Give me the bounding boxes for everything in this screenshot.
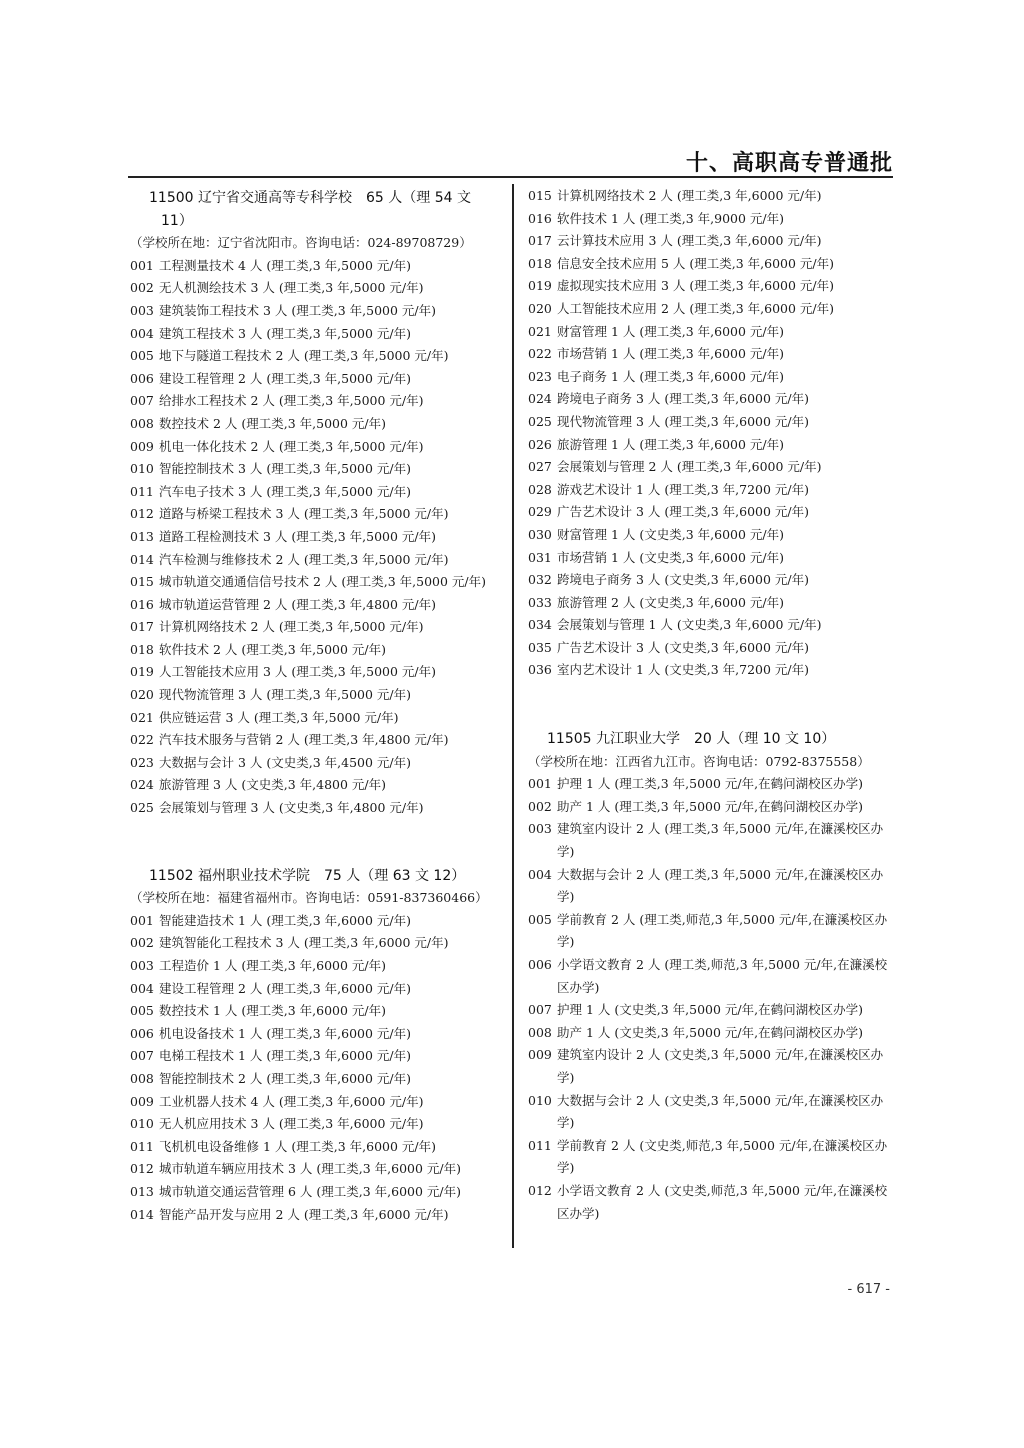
major-text: 智能控制技术 3 人 (理工类,3 年,5000 元/年) (159, 461, 411, 477)
school-title-line1: 11502 福州职业技术学院 75 人（理 63 文 12） (149, 867, 466, 884)
major-code: 010 (130, 1116, 154, 1132)
major-text: 旅游管理 1 人 (理工类,3 年,6000 元/年) (557, 436, 784, 452)
major-code: 009 (528, 1047, 552, 1063)
major-text: 电梯工程技术 1 人 (理工类,3 年,6000 元/年) (159, 1048, 411, 1064)
school-info: （学校所在地：福建省福州市。咨询电话：0591-837360466） (130, 890, 488, 906)
major-code: 013 (130, 1183, 154, 1199)
major-code: 011 (130, 1138, 154, 1154)
major-code: 006 (528, 957, 552, 972)
major-code: 010 (528, 1092, 552, 1108)
major-item (130, 752, 502, 775)
major-item (528, 230, 894, 253)
major-item (130, 323, 502, 346)
major-item (130, 1068, 502, 1091)
major-text: 建设工程管理 2 人 (理工类,3 年,6000 元/年) (159, 980, 411, 996)
major-text: 软件技术 1 人 (理工类,3 年,9000 元/年) (557, 210, 784, 226)
major-text: 会展策划与管理 1 人 (文史类,3 年,6000 元/年) (557, 617, 822, 633)
major-item (528, 773, 894, 796)
major-code: 019 (528, 278, 552, 294)
major-item (528, 1135, 894, 1180)
major-code: 004 (528, 866, 552, 882)
major-code: 003 (528, 821, 552, 837)
major-item (528, 796, 894, 819)
major-code: 002 (130, 280, 154, 296)
major-code: 010 (130, 461, 154, 477)
major-code: 024 (130, 777, 154, 793)
major-code: 006 (130, 1025, 154, 1041)
major-code: 005 (130, 348, 154, 364)
major-code: 036 (528, 662, 552, 678)
major-item (528, 999, 894, 1022)
major-code: 022 (130, 732, 154, 748)
major-code: 016 (130, 596, 154, 612)
major-code: 015 (130, 574, 154, 590)
major-text: 学前教育 2 人 (理工类,师范,3 年,5000 元/年,在濂溪校区办学) (557, 911, 888, 950)
major-item (130, 978, 502, 1001)
major-text: 城市轨道运营管理 2 人 (理工类,3 年,4800 元/年) (159, 596, 436, 612)
major-code: 009 (130, 1093, 154, 1109)
page-number: - 617 - (847, 1282, 890, 1297)
major-text: 财富管理 1 人 (文史类,3 年,6000 元/年) (557, 526, 784, 542)
major-text: 机电设备技术 1 人 (理工类,3 年,6000 元/年) (159, 1025, 411, 1041)
major-text: 城市轨道交通通信信号技术 2 人 (理工类,3 年,5000 元/年) (159, 574, 486, 590)
major-item (130, 390, 502, 413)
major-code: 004 (130, 980, 154, 996)
major-code: 014 (130, 551, 154, 567)
major-code: 012 (528, 1182, 552, 1198)
major-list (130, 255, 502, 820)
major-text: 市场营销 1 人 (文史类,3 年,6000 元/年) (557, 549, 784, 565)
school-info: （学校所在地：辽宁省沈阳市。咨询电话：024-89708729） (130, 235, 472, 251)
major-code: 012 (130, 506, 154, 522)
major-code: 026 (528, 436, 552, 452)
major-text: 护理 1 人 (理工类,3 年,5000 元/年,在鹤问湖校区办学) (557, 776, 863, 792)
major-code: 005 (528, 911, 552, 927)
major-list (130, 910, 502, 1226)
major-item (130, 436, 502, 459)
major-code: 005 (130, 1003, 154, 1019)
major-text: 现代物流管理 3 人 (理工类,3 年,6000 元/年) (557, 413, 809, 429)
major-text: 城市轨道车辆应用技术 3 人 (理工类,3 年,6000 元/年) (159, 1161, 461, 1177)
major-item (528, 275, 894, 298)
major-text: 无人机应用技术 3 人 (理工类,3 年,6000 元/年) (159, 1116, 424, 1132)
major-text: 旅游管理 3 人 (文史类,3 年,4800 元/年) (159, 777, 386, 793)
major-text: 飞机机电设备维修 1 人 (理工类,3 年,6000 元/年) (159, 1138, 436, 1154)
major-item (130, 549, 502, 572)
major-item (528, 479, 894, 502)
major-item (130, 277, 502, 300)
major-code: 001 (130, 912, 154, 928)
major-code: 012 (130, 1161, 154, 1177)
major-text: 人工智能技术应用 2 人 (理工类,3 年,6000 元/年) (557, 300, 834, 316)
major-code: 002 (528, 798, 552, 814)
major-item (528, 659, 894, 682)
right-column (528, 185, 894, 1225)
major-item (130, 1158, 502, 1181)
school-title-line1: 11500 辽宁省交通高等专科学校 65 人（理 54 文 (149, 190, 471, 206)
major-code: 025 (130, 800, 154, 816)
major-item (130, 661, 502, 684)
major-code: 021 (130, 709, 154, 725)
major-code: 019 (130, 664, 154, 680)
major-code: 008 (130, 415, 154, 431)
major-code: 028 (528, 481, 552, 497)
school-title (130, 187, 502, 232)
major-code: 032 (528, 572, 552, 588)
school-title-line1: 11505 九江职业大学 20 人（理 10 文 10） (547, 731, 836, 748)
major-item (528, 524, 894, 547)
major-item (528, 614, 894, 637)
major-item (130, 458, 502, 481)
major-item (528, 208, 894, 231)
major-item (130, 1023, 502, 1046)
major-text: 软件技术 2 人 (理工类,3 年,5000 元/年) (159, 641, 386, 657)
major-item (130, 481, 502, 504)
major-text: 云计算技术应用 3 人 (理工类,3 年,6000 元/年) (557, 233, 822, 249)
major-item (130, 1045, 502, 1068)
school-11505 (528, 728, 894, 1225)
major-item (130, 707, 502, 730)
major-text: 虚拟现实技术应用 3 人 (理工类,3 年,6000 元/年) (557, 278, 834, 294)
major-item (130, 594, 502, 617)
major-text: 建筑智能化工程技术 3 人 (理工类,3 年,6000 元/年) (159, 935, 449, 951)
major-item (130, 729, 502, 752)
major-code: 016 (528, 210, 552, 226)
major-text: 城市轨道交通运营管理 6 人 (理工类,3 年,6000 元/年) (159, 1183, 461, 1199)
major-text: 智能建造技术 1 人 (理工类,3 年,6000 元/年) (159, 912, 411, 928)
major-code: 014 (130, 1206, 154, 1222)
major-text: 广告艺术设计 3 人 (文史类,3 年,6000 元/年) (557, 639, 809, 655)
major-item (528, 1022, 894, 1045)
major-code: 022 (528, 346, 552, 362)
major-text: 旅游管理 2 人 (文史类,3 年,6000 元/年) (557, 594, 784, 610)
major-code: 023 (528, 368, 552, 384)
major-code: 008 (528, 1024, 552, 1040)
major-code: 002 (130, 935, 154, 951)
major-text: 广告艺术设计 3 人 (理工类,3 年,6000 元/年) (557, 504, 809, 520)
major-code: 020 (528, 300, 552, 316)
major-text: 会展策划与管理 3 人 (文史类,3 年,4800 元/年) (159, 800, 424, 816)
school-info: （学校所在地：江西省九江市。咨询电话：0792-8375558） (528, 753, 870, 769)
major-text: 建筑工程技术 3 人 (理工类,3 年,5000 元/年) (159, 325, 411, 341)
major-text: 大数据与会计 2 人 (文史类,3 年,5000 元/年,在濂溪校区办学) (557, 1092, 884, 1131)
major-code: 001 (528, 776, 552, 792)
major-text: 跨境电子商务 3 人 (文史类,3 年,6000 元/年) (557, 572, 809, 588)
major-item (528, 1180, 894, 1225)
major-text: 建筑室内设计 2 人 (理工类,3 年,5000 元/年,在濂溪校区办学) (557, 821, 884, 860)
major-item (130, 526, 502, 549)
major-code: 024 (528, 391, 552, 407)
major-item (528, 253, 894, 276)
major-code: 013 (130, 528, 154, 544)
major-code: 007 (130, 1048, 154, 1064)
major-code: 018 (528, 255, 552, 271)
major-text: 建设工程管理 2 人 (理工类,3 年,5000 元/年) (159, 370, 411, 386)
major-text: 机电一体化技术 2 人 (理工类,3 年,5000 元/年) (159, 438, 424, 454)
major-text: 道路工程检测技术 3 人 (理工类,3 年,5000 元/年) (159, 528, 436, 544)
school-title-line2: 11） (161, 212, 193, 229)
major-code: 011 (130, 483, 154, 499)
major-text: 计算机网络技术 2 人 (理工类,3 年,5000 元/年) (159, 619, 424, 635)
major-code: 031 (528, 549, 552, 565)
major-item (528, 434, 894, 457)
major-list (528, 185, 894, 682)
major-item (130, 774, 502, 797)
major-item (528, 909, 894, 954)
major-text: 汽车电子技术 3 人 (理工类,3 年,5000 元/年) (159, 483, 411, 499)
major-text: 智能产品开发与应用 2 人 (理工类,3 年,6000 元/年) (159, 1206, 449, 1222)
major-text: 小学语文教育 2 人 (理工类,师范,3 年,5000 元/年,在濂溪校区办学) (557, 957, 888, 995)
major-item (130, 1136, 502, 1159)
major-code: 029 (528, 504, 552, 520)
major-code: 009 (130, 438, 154, 454)
major-text: 财富管理 1 人 (理工类,3 年,6000 元/年) (557, 323, 784, 339)
major-item (528, 185, 894, 208)
major-list (528, 773, 894, 1225)
major-text: 工业机器人技术 4 人 (理工类,3 年,6000 元/年) (159, 1093, 424, 1109)
major-text: 汽车技术服务与营销 2 人 (理工类,3 年,4800 元/年) (159, 732, 449, 748)
major-code: 034 (528, 617, 552, 633)
major-text: 智能控制技术 2 人 (理工类,3 年,6000 元/年) (159, 1070, 411, 1086)
major-code: 001 (130, 257, 154, 273)
school-title (528, 728, 894, 751)
major-item (528, 592, 894, 615)
major-item (130, 255, 502, 278)
major-text: 助产 1 人 (文史类,3 年,5000 元/年,在鹤问湖校区办学) (557, 1024, 863, 1040)
major-item (130, 955, 502, 978)
major-text: 汽车检测与维修技术 2 人 (理工类,3 年,5000 元/年) (159, 551, 449, 567)
major-code: 008 (130, 1070, 154, 1086)
major-code: 025 (528, 413, 552, 429)
major-item (528, 343, 894, 366)
school-11502 (130, 865, 502, 1227)
major-code: 017 (528, 233, 552, 249)
major-text: 学前教育 2 人 (文史类,师范,3 年,5000 元/年,在濂溪校区办学) (557, 1137, 888, 1176)
major-text: 给排水工程技术 2 人 (理工类,3 年,5000 元/年) (159, 393, 424, 409)
major-text: 信息安全技术应用 5 人 (理工类,3 年,6000 元/年) (557, 255, 834, 271)
major-item (528, 864, 894, 909)
major-item (130, 932, 502, 955)
major-item (130, 413, 502, 436)
major-code: 007 (528, 1002, 552, 1018)
major-code: 033 (528, 594, 552, 610)
major-text: 游戏艺术设计 1 人 (理工类,3 年,7200 元/年) (557, 481, 809, 497)
column-divider (512, 184, 514, 1248)
major-code: 017 (130, 619, 154, 635)
major-text: 数控技术 1 人 (理工类,3 年,6000 元/年) (159, 1003, 386, 1019)
major-item (130, 910, 502, 933)
major-text: 大数据与会计 3 人 (文史类,3 年,4500 元/年) (159, 754, 411, 770)
major-text: 现代物流管理 3 人 (理工类,3 年,5000 元/年) (159, 687, 411, 703)
major-text: 人工智能技术应用 3 人 (理工类,3 年,5000 元/年) (159, 664, 436, 680)
major-item (130, 1113, 502, 1136)
section-gap (528, 682, 894, 728)
major-item (528, 547, 894, 570)
major-item (130, 1204, 502, 1227)
major-item (130, 684, 502, 707)
major-code: 035 (528, 639, 552, 655)
major-item (528, 818, 894, 863)
major-code: 006 (130, 370, 154, 386)
major-text: 建筑室内设计 2 人 (文史类,3 年,5000 元/年,在濂溪校区办学) (557, 1047, 884, 1085)
major-text: 供应链运营 3 人 (理工类,3 年,5000 元/年) (159, 709, 399, 725)
major-code: 027 (528, 459, 552, 475)
major-item (130, 345, 502, 368)
major-code: 011 (528, 1137, 552, 1153)
major-item (130, 1091, 502, 1114)
major-item (528, 501, 894, 524)
major-code: 023 (130, 754, 154, 770)
major-item (528, 298, 894, 321)
major-item (130, 1181, 502, 1204)
major-text: 工程测量技术 4 人 (理工类,3 年,5000 元/年) (159, 257, 411, 273)
major-text: 地下与隧道工程技术 2 人 (理工类,3 年,5000 元/年) (159, 348, 449, 364)
major-item (130, 503, 502, 526)
left-column (130, 187, 502, 1226)
major-item (528, 637, 894, 660)
major-code: 015 (528, 188, 552, 203)
major-text: 市场营销 1 人 (理工类,3 年,6000 元/年) (557, 346, 784, 362)
major-text: 小学语文教育 2 人 (文史类,师范,3 年,5000 元/年,在濂溪校区办学) (557, 1182, 888, 1221)
major-item (528, 569, 894, 592)
major-text: 数控技术 2 人 (理工类,3 年,5000 元/年) (159, 415, 386, 431)
major-code: 030 (528, 526, 552, 542)
major-item (528, 1044, 894, 1089)
major-code: 003 (130, 302, 154, 318)
major-text: 道路与桥梁工程技术 3 人 (理工类,3 年,5000 元/年) (159, 506, 449, 522)
major-item (130, 1000, 502, 1023)
major-item (528, 321, 894, 344)
major-text: 跨境电子商务 3 人 (理工类,3 年,6000 元/年) (557, 391, 809, 407)
major-text: 无人机测绘技术 3 人 (理工类,3 年,5000 元/年) (159, 280, 424, 296)
major-text: 助产 1 人 (理工类,3 年,5000 元/年,在鹤问湖校区办学) (557, 798, 863, 814)
major-item (528, 388, 894, 411)
major-text: 室内艺术设计 1 人 (文史类,3 年,7200 元/年) (557, 662, 809, 678)
major-item (130, 797, 502, 820)
major-text: 建筑装饰工程技术 3 人 (理工类,3 年,5000 元/年) (159, 302, 436, 318)
section-gap (130, 820, 502, 865)
major-item (130, 300, 502, 323)
major-code: 020 (130, 687, 154, 703)
major-code: 004 (130, 325, 154, 341)
major-code: 018 (130, 641, 154, 657)
major-text: 会展策划与管理 2 人 (理工类,3 年,6000 元/年) (557, 459, 822, 475)
major-item (130, 616, 502, 639)
school-11502-continued (528, 185, 894, 682)
major-text: 计算机网络技术 2 人 (理工类,3 年,6000 元/年) (557, 188, 822, 203)
major-code: 021 (528, 323, 552, 339)
school-title (130, 865, 502, 888)
header-rule (128, 176, 893, 178)
school-11500 (130, 187, 502, 820)
major-code: 007 (130, 393, 154, 409)
major-text: 大数据与会计 2 人 (理工类,3 年,5000 元/年,在濂溪校区办学) (557, 866, 884, 905)
major-item (130, 639, 502, 662)
major-item (130, 571, 502, 594)
major-item (528, 456, 894, 479)
major-item (528, 411, 894, 434)
major-code: 003 (130, 958, 154, 973)
major-text: 护理 1 人 (文史类,3 年,5000 元/年,在鹤问湖校区办学) (557, 1002, 863, 1018)
major-text: 电子商务 1 人 (理工类,3 年,6000 元/年) (557, 368, 784, 384)
major-item (528, 954, 894, 999)
major-item (130, 368, 502, 391)
major-item (528, 1090, 894, 1135)
major-item (528, 366, 894, 389)
section-title: 十、高职高专普通批 (685, 151, 893, 176)
major-text: 工程造价 1 人 (理工类,3 年,6000 元/年) (159, 958, 386, 973)
